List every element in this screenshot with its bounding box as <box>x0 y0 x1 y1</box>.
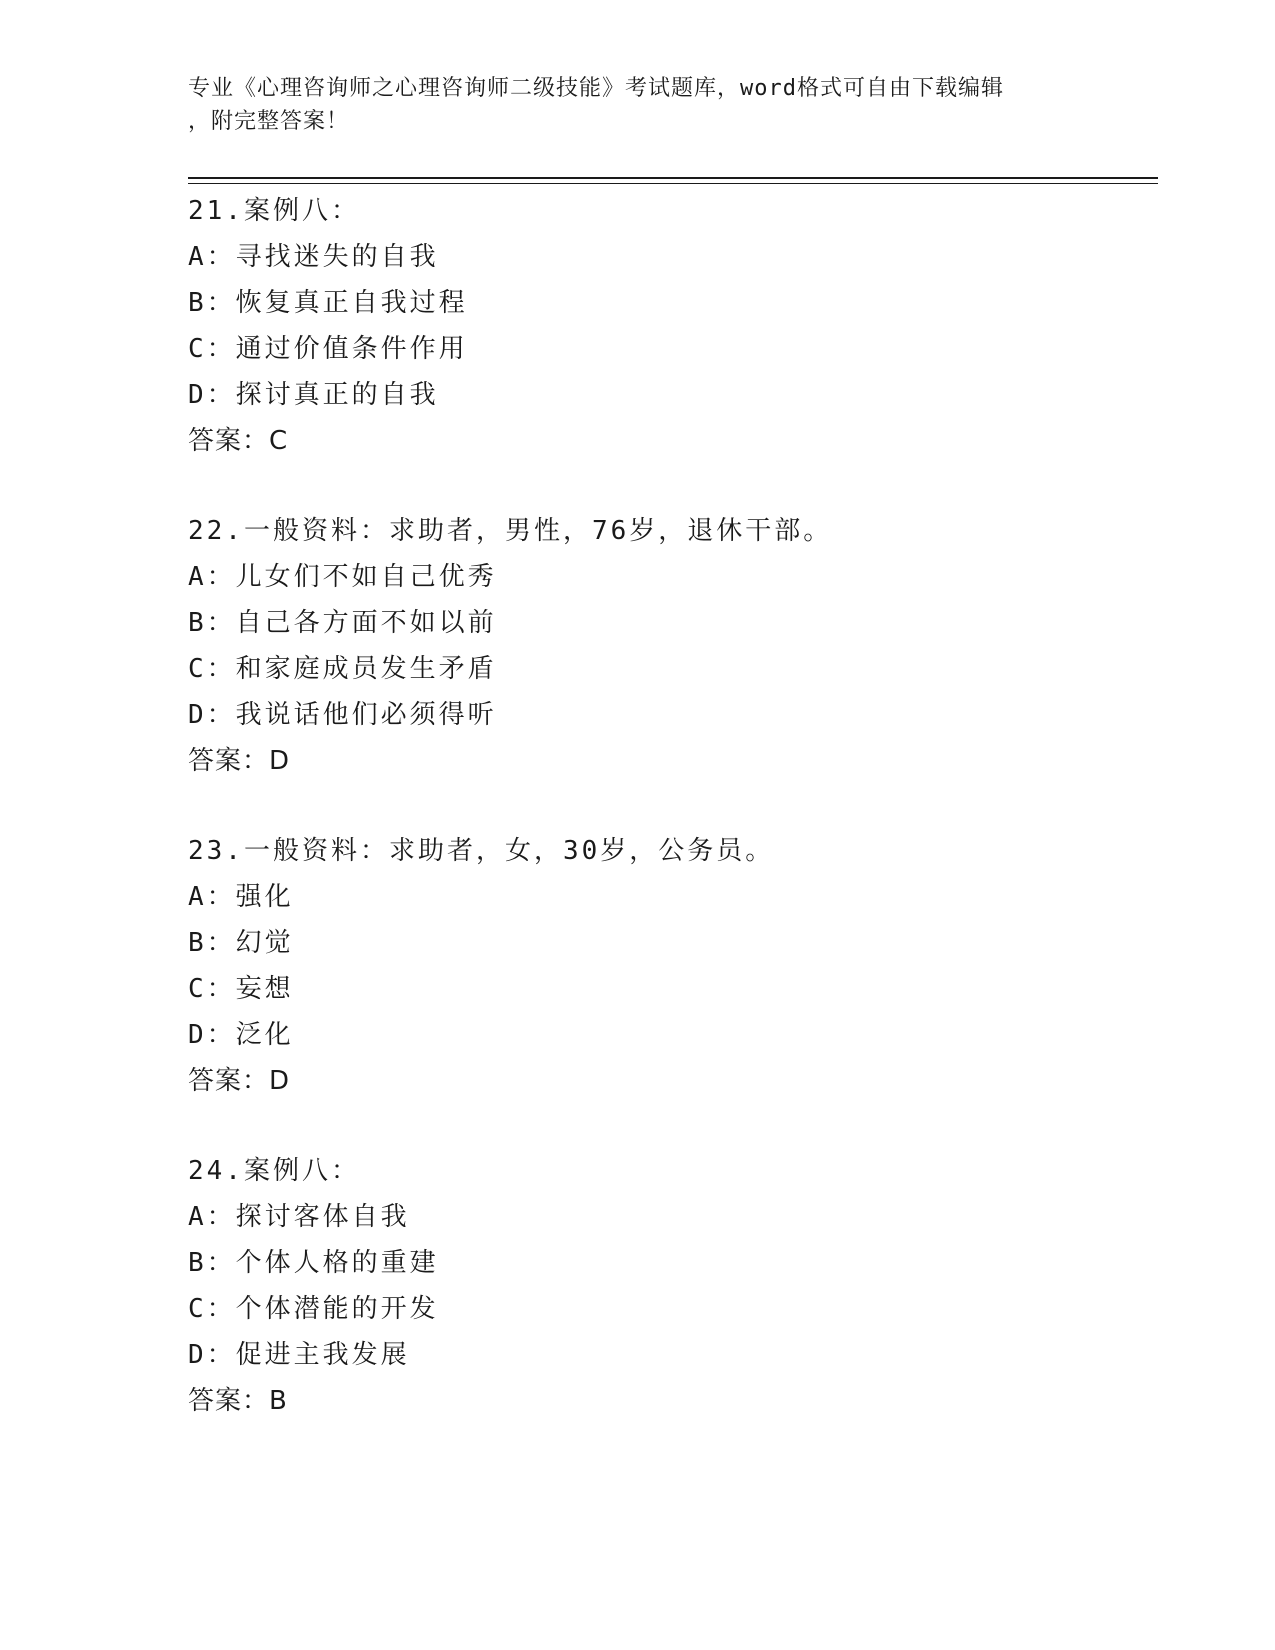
question-23 <box>188 828 774 1104</box>
document-header <box>188 72 1088 138</box>
option-b: B：恢复真正自我过程 <box>188 288 468 318</box>
option-c: C：妄想 <box>188 974 294 1004</box>
option-d: D：促进主我发展 <box>188 1340 410 1370</box>
option-d: D：泛化 <box>188 1020 294 1050</box>
option-a: A：强化 <box>188 882 294 912</box>
question-22 <box>188 508 832 784</box>
header-divider-thin <box>188 183 1158 184</box>
question-21 <box>188 188 468 464</box>
question-title: 22.一般资料：求助者，男性，76岁，退休干部。 <box>188 516 833 546</box>
answer: 答案：D <box>188 746 291 776</box>
answer: 答案：C <box>188 426 289 456</box>
header-line-2: ，附完整答案！ <box>188 109 350 134</box>
option-b: B：幻觉 <box>188 928 294 958</box>
option-c: C：和家庭成员发生矛盾 <box>188 654 497 684</box>
answer: 答案：D <box>188 1066 291 1096</box>
option-a: A：寻找迷失的自我 <box>188 242 439 272</box>
question-title: 21.案例八： <box>188 196 360 226</box>
option-a: A：儿女们不如自己优秀 <box>188 562 497 592</box>
header-divider-thick <box>188 177 1158 179</box>
option-a: A：探讨客体自我 <box>188 1202 410 1232</box>
option-d: D：我说话他们必须得听 <box>188 700 497 730</box>
question-24 <box>188 1148 439 1424</box>
option-b: B：个体人格的重建 <box>188 1248 439 1278</box>
question-title: 23.一般资料：求助者，女，30岁，公务员。 <box>188 836 775 866</box>
option-d: D：探讨真正的自我 <box>188 380 439 410</box>
option-b: B：自己各方面不如以前 <box>188 608 497 638</box>
option-c: C：个体潜能的开发 <box>188 1294 439 1324</box>
option-c: C：通过价值条件作用 <box>188 334 468 364</box>
header-line-1: 专业《心理咨询师之心理咨询师二级技能》考试题库，word格式可自由下载编辑 <box>188 76 1004 101</box>
answer: 答案：B <box>188 1386 288 1416</box>
question-title: 24.案例八： <box>188 1156 360 1186</box>
